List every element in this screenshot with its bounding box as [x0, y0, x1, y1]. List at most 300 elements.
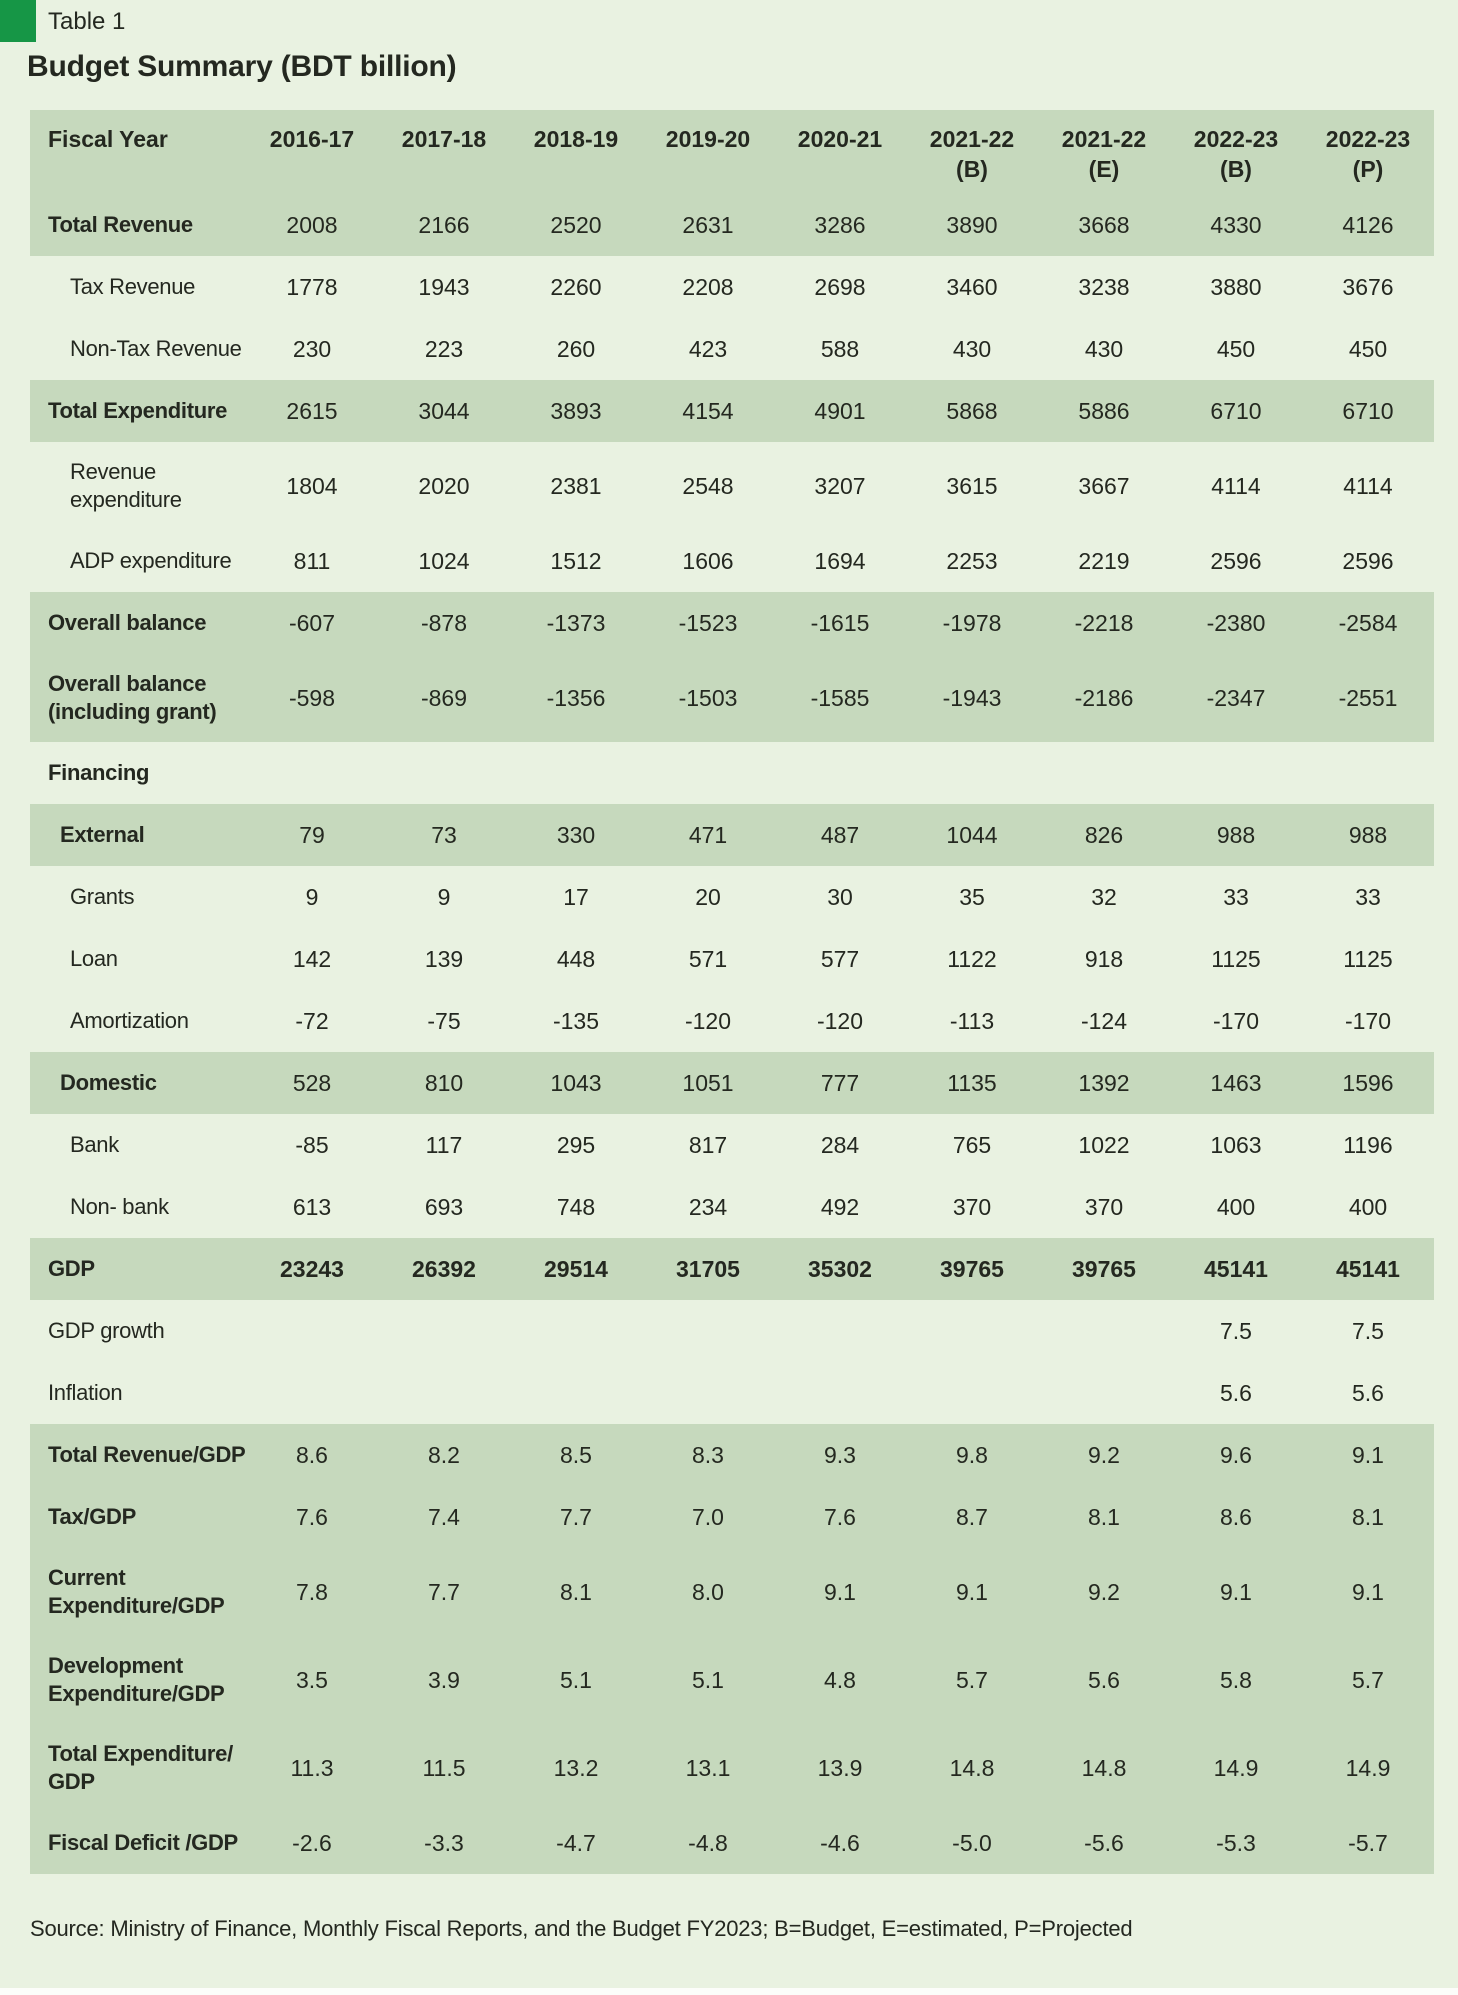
value-cell: 4114 — [1343, 472, 1393, 499]
value-cell: 73 — [378, 804, 510, 866]
value-cell: 988 — [1302, 804, 1434, 866]
value-cell: 2520 — [510, 194, 642, 256]
value-cell: 3667 — [1078, 472, 1130, 499]
value-cell: 14.8 — [1038, 1724, 1170, 1812]
table-row — [30, 1636, 1434, 1724]
value-cell: 33 — [1355, 883, 1381, 910]
value-cell: 30 — [827, 883, 853, 910]
value-cell: 9.8 — [906, 1424, 1038, 1486]
row-label: Inflation — [48, 1380, 123, 1405]
value-cell: 450 — [1216, 335, 1256, 362]
value-cell: 3615 — [946, 472, 998, 499]
value-cell: 1694 — [814, 547, 866, 574]
table-body — [30, 194, 1434, 1874]
value-cell: -2186 — [1038, 654, 1170, 742]
value-cell: 13.1 — [642, 1724, 774, 1812]
value-cell: 13.9 — [774, 1724, 906, 1812]
value-cell: 4330 — [1170, 194, 1302, 256]
value-cell: 8.3 — [642, 1424, 774, 1486]
value-cell: 2381 — [550, 472, 602, 499]
row-label: Current Expenditure/GDP — [30, 1548, 246, 1636]
value-cell: 471 — [642, 804, 774, 866]
value-cell: 223 — [424, 335, 464, 362]
value-cell: 8.6 — [246, 1424, 378, 1486]
value-cell: -85 — [295, 1131, 329, 1158]
value-cell: 2698 — [814, 273, 866, 300]
row-label: Non- bank — [70, 1194, 169, 1219]
value-cell: 487 — [774, 804, 906, 866]
value-cell: 6710 — [1170, 380, 1302, 442]
value-cell: 3460 — [946, 273, 998, 300]
row-label: Total Revenue — [30, 194, 246, 256]
value-cell — [378, 742, 510, 804]
row-label: Overall balance — [30, 592, 246, 654]
value-cell: 9.1 — [1302, 1548, 1434, 1636]
value-cell: 748 — [556, 1193, 596, 1220]
value-cell — [1038, 1300, 1170, 1362]
table-row — [30, 1724, 1434, 1812]
value-cell: 31705 — [642, 1238, 774, 1300]
value-cell: -120 — [816, 1007, 864, 1034]
col-header — [774, 110, 906, 194]
value-cell: 17 — [563, 883, 589, 910]
row-label: Tax/GDP — [30, 1486, 246, 1548]
value-cell: -869 — [378, 654, 510, 742]
table-row — [30, 1812, 1434, 1874]
value-cell: 8.6 — [1170, 1486, 1302, 1548]
row-label: Revenue expenditure — [70, 459, 182, 512]
col-header-fiscal-year — [30, 110, 246, 194]
value-cell: 14.8 — [906, 1724, 1038, 1812]
value-cell: 1044 — [906, 804, 1038, 866]
value-cell: 2219 — [1078, 547, 1130, 574]
value-cell: 400 — [1348, 1193, 1388, 1220]
value-cell — [246, 1300, 378, 1362]
value-cell: 11.5 — [378, 1724, 510, 1812]
value-cell: 9.3 — [774, 1424, 906, 1486]
value-cell: 2020 — [418, 472, 470, 499]
table-row — [30, 592, 1434, 654]
value-cell: 7.4 — [378, 1486, 510, 1548]
value-cell: 45141 — [1170, 1238, 1302, 1300]
row-label: Total Expenditure/ GDP — [30, 1724, 246, 1812]
value-cell: 528 — [246, 1052, 378, 1114]
value-cell — [774, 742, 906, 804]
value-cell: -120 — [684, 1007, 732, 1034]
col-header — [1302, 110, 1434, 194]
value-cell: 2008 — [246, 194, 378, 256]
value-cell: -607 — [246, 592, 378, 654]
value-cell: 1125 — [1211, 945, 1261, 972]
value-cell: 5.6 — [1038, 1636, 1170, 1724]
value-cell: 370 — [952, 1193, 992, 1220]
row-label: Loan — [70, 946, 118, 971]
value-cell — [510, 1300, 642, 1362]
value-cell: 2208 — [682, 273, 734, 300]
value-cell: -2218 — [1038, 592, 1170, 654]
value-cell: -1978 — [906, 592, 1038, 654]
value-cell: 79 — [246, 804, 378, 866]
value-cell — [510, 1362, 642, 1424]
value-cell: 142 — [292, 945, 332, 972]
value-cell — [1038, 742, 1170, 804]
value-cell: 7.7 — [378, 1548, 510, 1636]
value-cell: -1523 — [642, 592, 774, 654]
col-header — [1038, 110, 1170, 194]
value-cell: -5.7 — [1302, 1812, 1434, 1874]
value-cell: 7.6 — [774, 1486, 906, 1548]
table-title: Budget Summary (BDT billion) — [27, 50, 457, 83]
value-cell: 400 — [1216, 1193, 1256, 1220]
value-cell: 2631 — [642, 194, 774, 256]
value-cell: -124 — [1080, 1007, 1128, 1034]
value-cell: 8.1 — [1302, 1486, 1434, 1548]
value-cell: 9 — [305, 883, 319, 910]
col-header-line1: 2022-23 — [1325, 126, 1411, 152]
value-cell: 295 — [556, 1131, 596, 1158]
value-cell: 5.1 — [510, 1636, 642, 1724]
value-cell: -113 — [949, 1007, 995, 1034]
value-cell: 35302 — [774, 1238, 906, 1300]
value-cell: 1804 — [286, 472, 338, 499]
col-header-line1: 2020-21 — [797, 126, 883, 152]
value-cell: 3044 — [378, 380, 510, 442]
value-cell — [378, 1300, 510, 1362]
value-cell: 5868 — [906, 380, 1038, 442]
value-cell: 988 — [1170, 804, 1302, 866]
table-row — [30, 442, 1434, 530]
value-cell: -170 — [1212, 1007, 1260, 1034]
col-header — [642, 110, 774, 194]
value-cell: 284 — [820, 1131, 860, 1158]
value-cell: 5.7 — [1302, 1636, 1434, 1724]
value-cell — [1302, 742, 1434, 804]
value-cell: 5.6 — [1220, 1379, 1252, 1406]
row-label: Non-Tax Revenue — [70, 336, 242, 361]
value-cell: 450 — [1348, 335, 1388, 362]
value-cell — [642, 742, 774, 804]
row-label: ADP expenditure — [70, 548, 232, 573]
value-cell: 7.5 — [1352, 1317, 1384, 1344]
value-cell: 423 — [688, 335, 728, 362]
value-cell: 39765 — [906, 1238, 1038, 1300]
value-cell: -72 — [295, 1007, 329, 1034]
value-cell — [642, 1300, 774, 1362]
row-label: Domestic — [30, 1052, 246, 1114]
value-cell: 6710 — [1302, 380, 1434, 442]
col-header-line1: 2022-23 — [1193, 126, 1279, 152]
value-cell: 2166 — [378, 194, 510, 256]
col-header-line1: 2021-22 — [929, 126, 1015, 152]
row-label: Total Expenditure — [30, 380, 246, 442]
col-header-line1: 2016-17 — [269, 126, 355, 152]
table-number-label: Table 1 — [48, 8, 126, 35]
value-cell: 3890 — [906, 194, 1038, 256]
value-cell: 4114 — [1211, 472, 1261, 499]
value-cell: -5.0 — [906, 1812, 1038, 1874]
row-label: Total Revenue/GDP — [30, 1424, 246, 1486]
value-cell: 8.0 — [642, 1548, 774, 1636]
col-header-line2: (B) — [956, 156, 988, 182]
value-cell: -1943 — [906, 654, 1038, 742]
table-row — [30, 654, 1434, 742]
table-row — [30, 1176, 1434, 1238]
table-row — [30, 742, 1434, 804]
value-cell: -2347 — [1170, 654, 1302, 742]
value-cell: 5.8 — [1170, 1636, 1302, 1724]
row-label: Bank — [70, 1132, 119, 1157]
value-cell: 9 — [437, 883, 451, 910]
value-cell — [774, 1300, 906, 1362]
value-cell: 448 — [556, 945, 596, 972]
col-header-line2: (B) — [1220, 156, 1252, 182]
table-row — [30, 1548, 1434, 1636]
value-cell: 35 — [959, 883, 985, 910]
value-cell: 810 — [378, 1052, 510, 1114]
value-cell: 7.7 — [510, 1486, 642, 1548]
value-cell: 7.8 — [246, 1548, 378, 1636]
table-row — [30, 1424, 1434, 1486]
value-cell: -4.8 — [642, 1812, 774, 1874]
value-cell — [774, 1362, 906, 1424]
col-header — [378, 110, 510, 194]
col-header-line2: (E) — [1088, 156, 1120, 182]
value-cell: 1022 — [1078, 1131, 1130, 1158]
value-cell: 139 — [424, 945, 464, 972]
value-cell: 4.8 — [774, 1636, 906, 1724]
source-note: Source: Ministry of Finance, Monthly Fiscal Reports, and the Budget FY2023; B=Budget, E=estimated, P=Projected — [30, 1916, 1133, 1941]
value-cell: 32 — [1091, 883, 1117, 910]
value-cell — [510, 742, 642, 804]
value-cell: 14.9 — [1302, 1724, 1434, 1812]
row-label: GDP growth — [48, 1318, 165, 1343]
table-row — [30, 1486, 1434, 1548]
header-row — [30, 110, 1434, 194]
value-cell: 3286 — [774, 194, 906, 256]
value-cell: 4126 — [1302, 194, 1434, 256]
value-cell: 8.7 — [906, 1486, 1038, 1548]
value-cell: 234 — [688, 1193, 728, 1220]
value-cell: 2548 — [682, 472, 734, 499]
table-row — [30, 530, 1434, 592]
value-cell: 3207 — [814, 472, 866, 499]
table-row — [30, 1238, 1434, 1300]
table-row — [30, 928, 1434, 990]
value-cell: 20 — [695, 883, 721, 910]
value-cell — [246, 742, 378, 804]
value-cell: 2596 — [1210, 547, 1262, 574]
value-cell: -1503 — [642, 654, 774, 742]
value-cell: 1063 — [1210, 1131, 1262, 1158]
value-cell: 4154 — [642, 380, 774, 442]
col-header-line1: 2021-22 — [1061, 126, 1147, 152]
value-cell — [378, 1362, 510, 1424]
value-cell: 8.2 — [378, 1424, 510, 1486]
value-cell — [642, 1362, 774, 1424]
table-row — [30, 318, 1434, 380]
value-cell: 765 — [952, 1131, 992, 1158]
value-cell: 7.5 — [1220, 1317, 1252, 1344]
table-head — [30, 110, 1434, 194]
table-row — [30, 804, 1434, 866]
value-cell: -135 — [552, 1007, 600, 1034]
value-cell: 9.1 — [1302, 1424, 1434, 1486]
value-cell: 1024 — [418, 547, 470, 574]
value-cell: 588 — [820, 335, 860, 362]
value-cell: 5.7 — [906, 1636, 1038, 1724]
row-label: Amortization — [70, 1008, 189, 1033]
value-cell: 5886 — [1038, 380, 1170, 442]
row-label: Development Expenditure/GDP — [30, 1636, 246, 1724]
value-cell: 492 — [820, 1193, 860, 1220]
value-cell: 1125 — [1343, 945, 1393, 972]
table-row — [30, 990, 1434, 1052]
row-label: Fiscal Deficit /GDP — [30, 1812, 246, 1874]
value-cell: 2260 — [550, 273, 602, 300]
table-row — [30, 256, 1434, 318]
value-cell: 14.9 — [1170, 1724, 1302, 1812]
value-cell: 3.5 — [246, 1636, 378, 1724]
value-cell: 9.2 — [1038, 1548, 1170, 1636]
value-cell: 7.0 — [642, 1486, 774, 1548]
value-cell: 1512 — [550, 547, 602, 574]
value-cell: -598 — [246, 654, 378, 742]
value-cell: 260 — [556, 335, 596, 362]
value-cell: -2584 — [1302, 592, 1434, 654]
value-cell: 577 — [820, 945, 860, 972]
col-header — [510, 110, 642, 194]
value-cell: -5.6 — [1038, 1812, 1170, 1874]
value-cell: -2.6 — [246, 1812, 378, 1874]
value-cell: 11.3 — [246, 1724, 378, 1812]
value-cell: -5.3 — [1170, 1812, 1302, 1874]
value-cell: 23243 — [246, 1238, 378, 1300]
col-header-line2: (P) — [1352, 156, 1384, 182]
value-cell: 918 — [1084, 945, 1124, 972]
value-cell: -1585 — [774, 654, 906, 742]
value-cell: 230 — [292, 335, 332, 362]
value-cell: -878 — [378, 592, 510, 654]
table-row — [30, 194, 1434, 256]
value-cell — [1038, 1362, 1170, 1424]
value-cell: -4.7 — [510, 1812, 642, 1874]
table-row — [30, 1052, 1434, 1114]
table-row — [30, 380, 1434, 442]
value-cell: -3.3 — [378, 1812, 510, 1874]
value-cell: 39765 — [1038, 1238, 1170, 1300]
value-cell: 9.1 — [1170, 1548, 1302, 1636]
value-cell: 29514 — [510, 1238, 642, 1300]
table-header-block — [0, 0, 1458, 42]
row-label: GDP — [30, 1238, 246, 1300]
value-cell: -4.6 — [774, 1812, 906, 1874]
value-cell: 8.5 — [510, 1424, 642, 1486]
value-cell: 1606 — [682, 547, 734, 574]
col-header-line1: 2017-18 — [401, 126, 487, 152]
value-cell: -2551 — [1302, 654, 1434, 742]
value-cell — [906, 1300, 1038, 1362]
value-cell: 9.1 — [774, 1548, 906, 1636]
row-label: Tax Revenue — [70, 274, 196, 299]
value-cell: 3893 — [510, 380, 642, 442]
value-cell: 9.2 — [1038, 1424, 1170, 1486]
budget-summary-table — [30, 110, 1434, 1874]
col-header — [1170, 110, 1302, 194]
value-cell: 3.9 — [378, 1636, 510, 1724]
value-cell: 1135 — [906, 1052, 1038, 1114]
value-cell: 1596 — [1302, 1052, 1434, 1114]
value-cell: 5.6 — [1352, 1379, 1384, 1406]
value-cell: 13.2 — [510, 1724, 642, 1812]
value-cell: 1943 — [418, 273, 470, 300]
row-label: External — [30, 804, 246, 866]
page-edge-strip — [0, 1988, 1458, 1995]
value-cell: -170 — [1344, 1007, 1392, 1034]
value-cell — [906, 742, 1038, 804]
value-cell: -2380 — [1170, 592, 1302, 654]
value-cell: 45141 — [1302, 1238, 1434, 1300]
value-cell: 571 — [688, 945, 728, 972]
value-cell: 9.6 — [1170, 1424, 1302, 1486]
col-header-line1: Fiscal Year — [48, 126, 168, 152]
value-cell: 430 — [1084, 335, 1124, 362]
value-cell: 26392 — [378, 1238, 510, 1300]
row-label: Financing — [48, 760, 150, 785]
value-cell: 5.1 — [642, 1636, 774, 1724]
value-cell: 430 — [952, 335, 992, 362]
col-header — [246, 110, 378, 194]
value-cell: 1778 — [286, 273, 338, 300]
value-cell: 811 — [293, 547, 331, 574]
value-cell: 613 — [292, 1193, 332, 1220]
col-header-line1: 2018-19 — [533, 126, 619, 152]
value-cell: 7.6 — [246, 1486, 378, 1548]
value-cell — [906, 1362, 1038, 1424]
value-cell: 117 — [425, 1131, 463, 1158]
col-header-line1: 2019-20 — [665, 126, 751, 152]
value-cell: 2615 — [246, 380, 378, 442]
value-cell — [1170, 742, 1302, 804]
value-cell: 3676 — [1342, 273, 1394, 300]
value-cell: 3238 — [1078, 273, 1130, 300]
value-cell: -1615 — [774, 592, 906, 654]
value-cell: 1463 — [1170, 1052, 1302, 1114]
row-label: Overall balance (including grant) — [30, 654, 246, 742]
value-cell: 817 — [688, 1131, 728, 1158]
value-cell: 826 — [1038, 804, 1170, 866]
value-cell: 2596 — [1342, 547, 1394, 574]
table-row — [30, 1362, 1434, 1424]
value-cell: 1122 — [947, 945, 997, 972]
value-cell: 8.1 — [510, 1548, 642, 1636]
value-cell: 1392 — [1038, 1052, 1170, 1114]
value-cell: 3880 — [1210, 273, 1262, 300]
value-cell: 1043 — [510, 1052, 642, 1114]
value-cell: 1196 — [1343, 1131, 1393, 1158]
value-cell: 8.1 — [1038, 1486, 1170, 1548]
value-cell: 33 — [1223, 883, 1249, 910]
col-header — [906, 110, 1038, 194]
value-cell: 3668 — [1038, 194, 1170, 256]
table-row — [30, 866, 1434, 928]
value-cell: -75 — [427, 1007, 461, 1034]
value-cell: 4901 — [774, 380, 906, 442]
value-cell: 370 — [1084, 1193, 1124, 1220]
value-cell: 777 — [774, 1052, 906, 1114]
value-cell — [246, 1362, 378, 1424]
value-cell: 2253 — [946, 547, 998, 574]
table-row — [30, 1300, 1434, 1362]
